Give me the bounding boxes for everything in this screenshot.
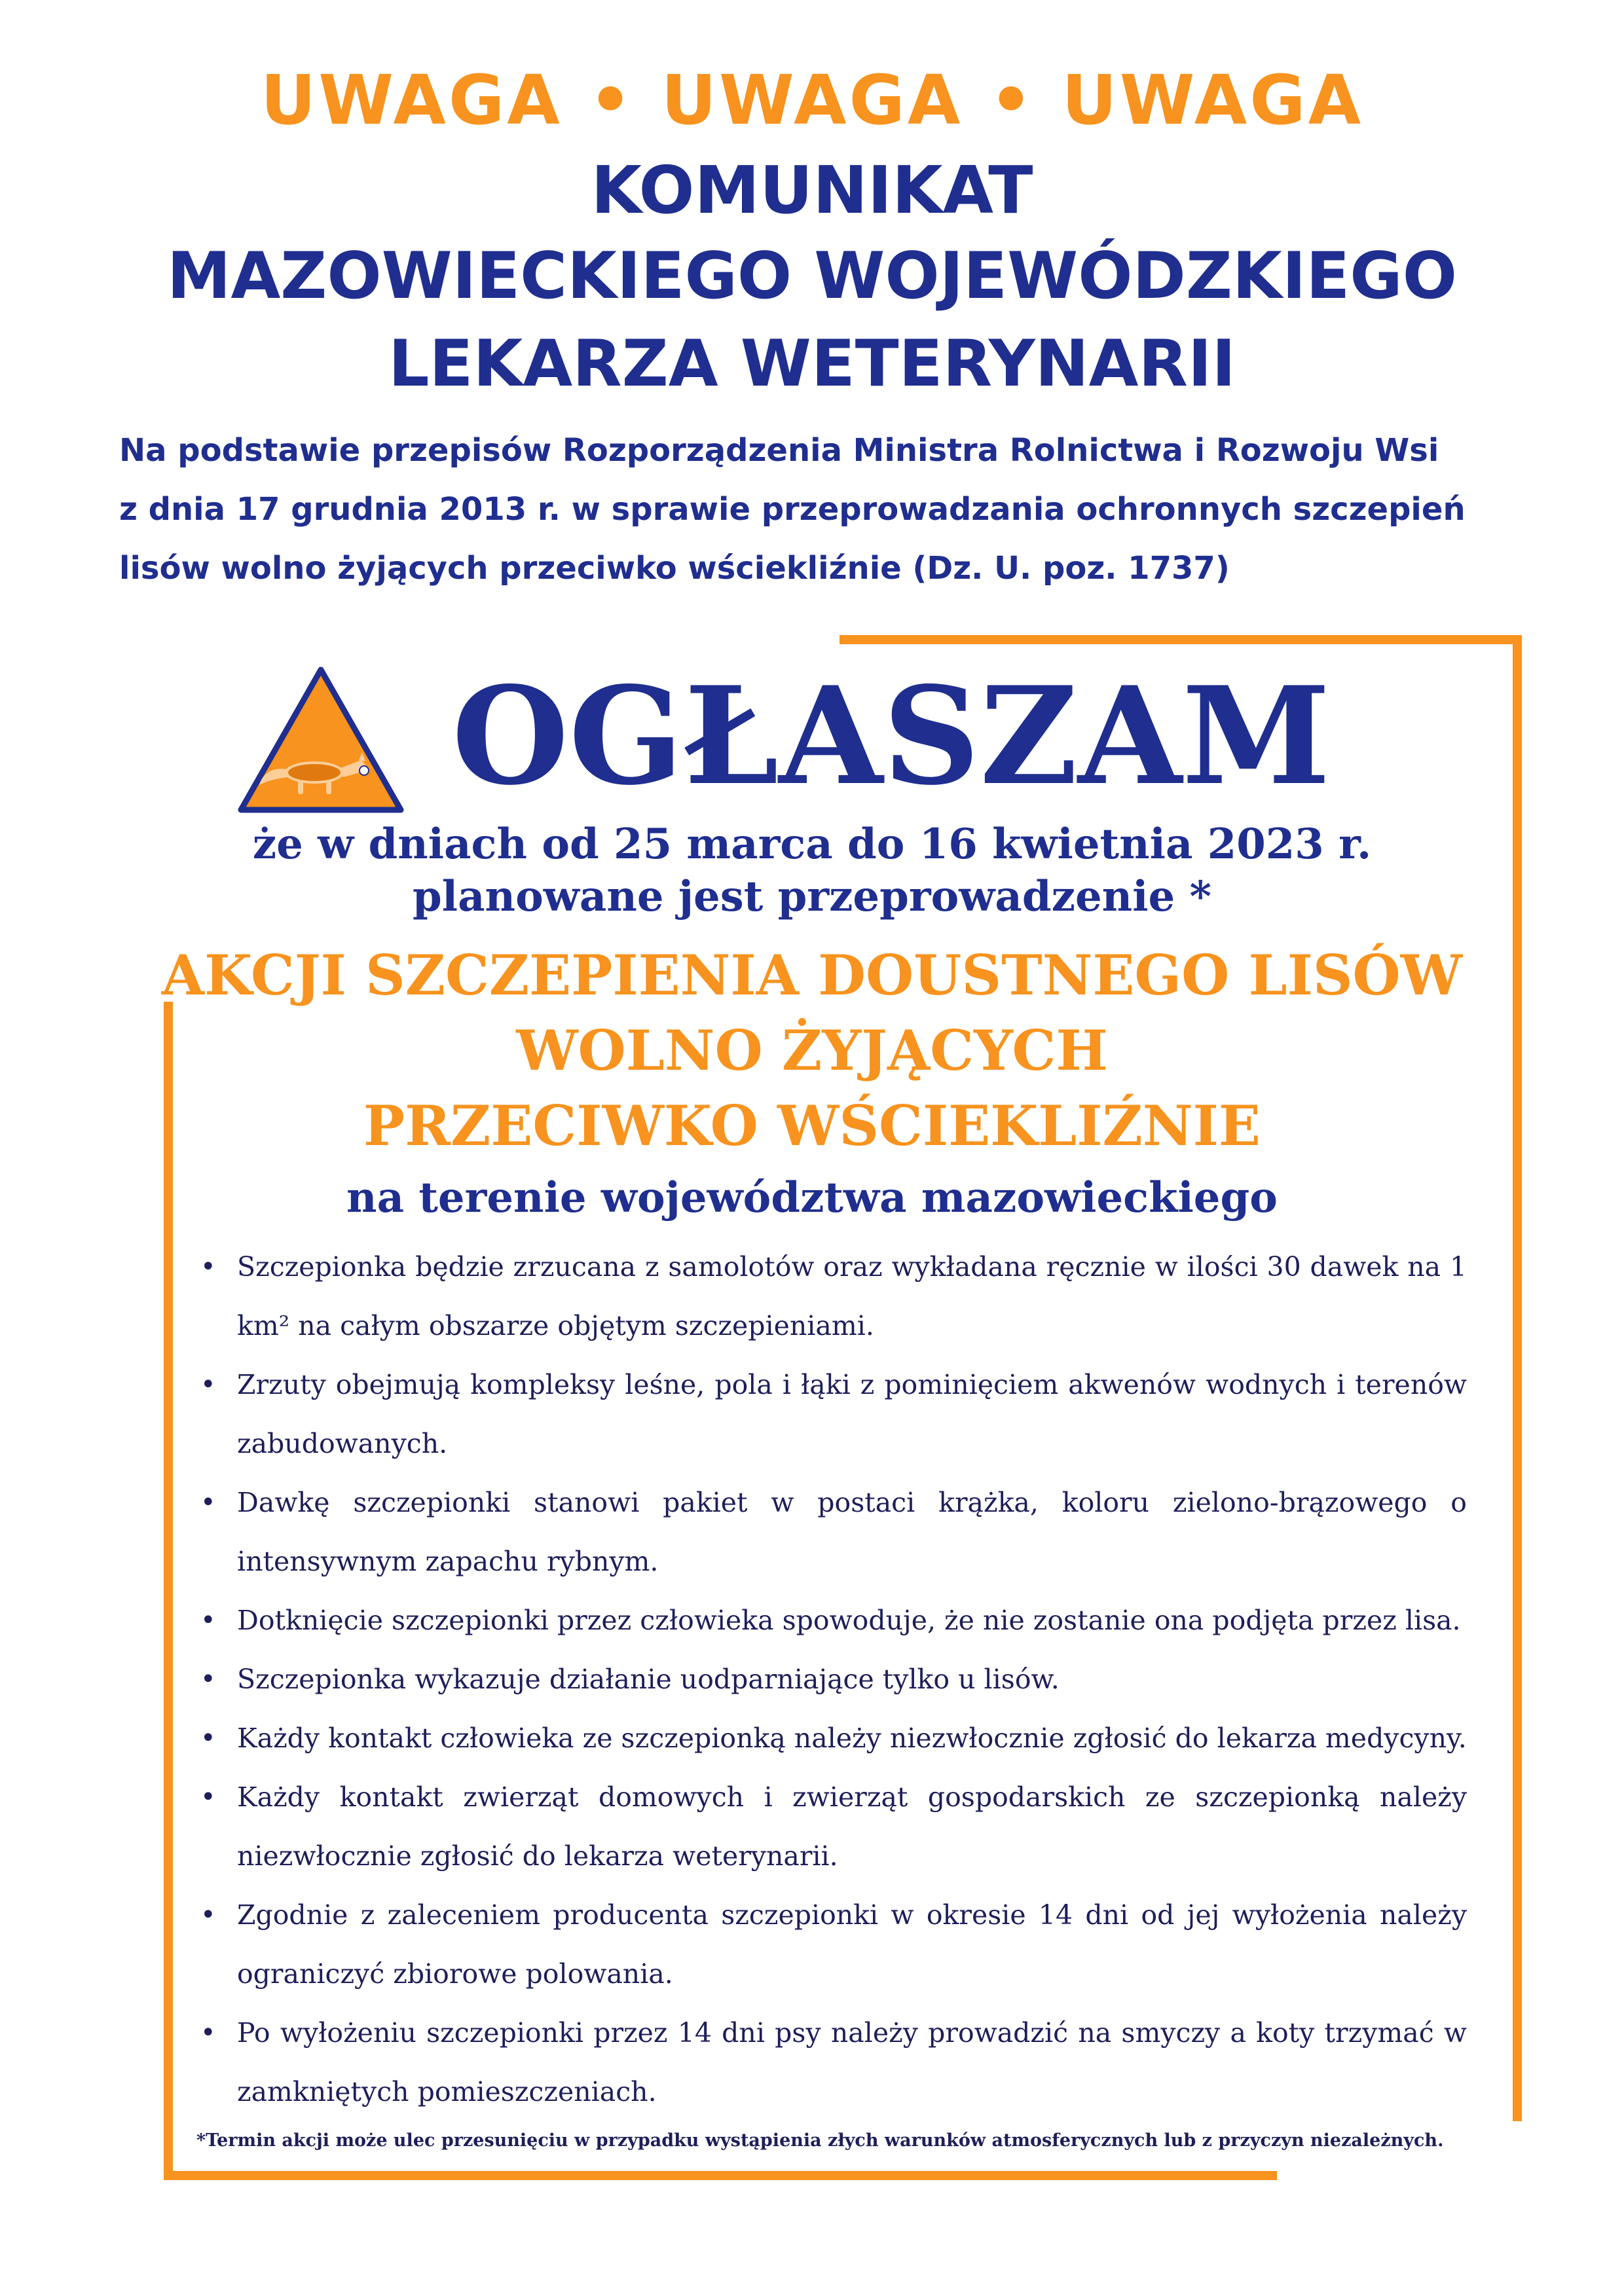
announcement-heading: OGŁASZAM — [452, 658, 1331, 815]
list-item: • Po wyłożeniu szczepionki przez 14 dni psy należy prowadzić na smyczy a koty trzymać w zamkniętych pomieszczeniach. — [196, 2003, 1467, 2121]
title-komunikat: KOMUNIKAT — [591, 152, 1033, 228]
list-item: • Szczepionka wykazuje działanie uodparniające tylko u lisów. — [196, 1650, 1467, 1709]
list-item: • Każdy kontakt zwierząt domowych i zwierząt gospodarskich ze szczepionką należy niezwłocznie zgłosić do lekarza weterynarii. — [196, 1768, 1467, 1886]
title-issuer-line-2: LEKARZA WETERYNARII — [388, 327, 1236, 401]
list-item: • Dotknięcie szczepionki przez człowieka spowoduje, że nie zostanie ona podjęta przez lisa. — [196, 1591, 1467, 1650]
attention-banner: UWAGA • UWAGA • UWAGA — [260, 60, 1364, 140]
title-issuer-line-1: MAZOWIECKIEGO WOJEWÓDZKIEGO — [166, 239, 1458, 314]
warning-triangle-fox-icon — [236, 665, 406, 815]
list-item: • Dawkę szczepionki stanowi pakiet w postaci krążka, koloru zielono-brązowego o intensywnym zapachu rybnym. — [196, 1473, 1467, 1591]
dates-line: że w dniach od 25 marca do 16 kwietnia 2023 r. — [252, 820, 1372, 869]
frame-bottom-border — [164, 2171, 1277, 2180]
planned-line: planowane jest przeprowadzenie * — [413, 872, 1211, 921]
footnote: *Termin akcji może ulec przesunięciu w przypadku wystąpienia złych warunków atmosferycznych lub z przyczyn niezależnych. — [196, 2130, 1444, 2151]
list-item: • Szczepionka będzie zrzucana z samolotów oraz wykładana ręcznie w ilości 30 dawek na 1 km² na całym obszarze objętym szczepieniami. — [196, 1237, 1467, 1355]
action-title-line-3: PRZECIWKO WŚCIEKLIŹNIE — [363, 1093, 1261, 1158]
legal-basis-line: z dnia 17 grudnia 2013 r. w sprawie przeprowadzania ochronnych szczepień — [119, 491, 1466, 528]
list-item: • Każdy kontakt człowieka ze szczepionką należy niezwłocznie zgłosić do lekarza medycyny. — [196, 1709, 1467, 1768]
action-title-line-1: AKCJI SZCZEPIENIA DOUSTNEGO LISÓW — [161, 943, 1463, 1008]
region-line: na terenie województwa mazowieckiego — [346, 1173, 1278, 1222]
list-item: • Zrzuty obejmują kompleksy leśne, pola i łąki z pominięciem akwenów wodnych i terenów zabudowanych. — [196, 1355, 1467, 1473]
list-item: • Zgodnie z zaleceniem producenta szczepionki w okresie 14 dni od jej wyłożenia należy ograniczyć zbiorowe polowania. — [196, 1886, 1467, 2003]
instructions-list — [196, 1237, 1467, 2121]
legal-basis-line: Na podstawie przepisów Rozporządzenia Ministra Rolnictwa i Rozwoju Wsi — [119, 432, 1439, 469]
frame-top-border — [840, 635, 1522, 644]
action-title-line-2: WOLNO ŻYJĄCYCH — [516, 1018, 1108, 1083]
legal-basis-line: lisów wolno żyjących przeciwko wściekliźnie (Dz. U. poz. 1737) — [119, 550, 1230, 587]
